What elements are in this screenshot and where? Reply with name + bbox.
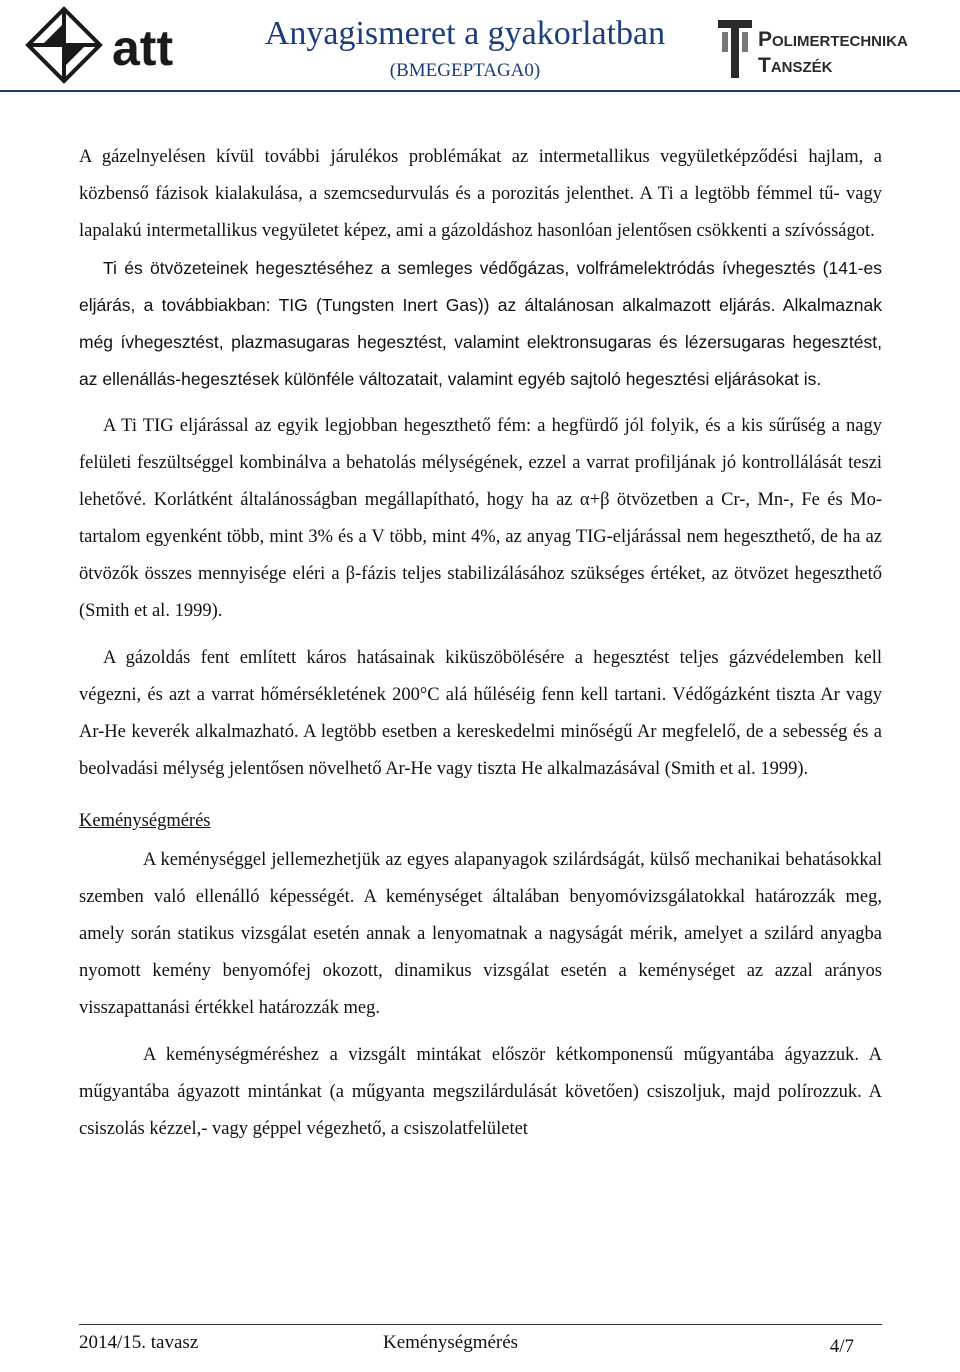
- paragraph-welding-methods: Ti és ötvözeteinek hegesztéséhez a semleges védőgázas, volfrámelektródás ívhegesztés (141-es eljárás, a továbbiakban: TIG (Tungsten Inert Gas)) az általánosan alkalmazott eljárás. Alkalmaznak még ívhegesztést, plazmasugaras hegesztést, valamint elektronsugaras és lézersugaras hegesztést, az ellenállás-hegesztések különféle változatait, valamint egyéb sajtoló hegesztési eljárásokat is.: [79, 258, 882, 389]
- page-number: 4/7: [829, 1336, 854, 1357]
- header-divider: [0, 90, 960, 92]
- course-code: (BMEGEPTAGA0): [389, 60, 541, 81]
- paragraph-tig-weldability: A Ti TIG eljárással az egyik legjobban hegeszthető fém: a hegfürdő jól folyik, és a kis sűrűség a nagy felületi feszültséggel kombinálva a behatolás mélységének, ezzel a varrat profiljának jó kontrollálását teszi lehetővé. Korlátként általánosságban megállapítható, hogy ha az α+β ötvözetben a Cr-, Mn-, Fe és Mo-tartalom egyenként több, mint 3% és a V több, mint 4%, az anyag TIG-eljárással nem hegeszthető, de ha az ötvözők összes mennyisége eléri a β-fázis teljes stabilizálásához szükséges értéket, az ötvözet hegeszthető (Smith et al. 1999).: [79, 416, 882, 621]
- paragraph-gas-absorption: A gázelnyelésen kívül további járulékos problémákat az intermetallikus vegyületképződési hajlam, a közbenső fázisok kialakulása, a szemcsedurvulás és a porozitás jelenthet. A Ti a legtöbb fémmel tű- vagy lapalakú intermetallikus vegyületet képez, ami a gázoldáshoz hasonlóan jelentősen csökkenti a szívósságot.: [79, 147, 882, 241]
- page-header: [0, 0, 960, 92]
- document-title: Anyagismeret a gyakorlatban: [264, 15, 666, 52]
- paragraph-hardness-definition: A keménységgel jellemezhetjük az egyes alapanyagok szilárdságát, külső mechanikai behatásokkal szemben való ellenálló képességét. A keménységet általában benyomóvizsgálatokkal határozzák meg, amely során statikus vizsgálat esetén annak a lenyomatnak a nagyságát mérik, amelyet a szilárd anyagba nyomott kemény benyomófej okozott, dinamikus vizsgálat esetén a keménységet az azzal arányos visszapattanási értékkel határozzák meg.: [79, 850, 882, 1018]
- document-body: [79, 139, 882, 1148]
- polimertechnika-logo: [718, 18, 948, 80]
- logo-line-tanszek: Tanszék: [758, 54, 833, 77]
- paragraph-sample-preparation: A keménységméréshez a vizsgált mintákat először kétkomponensű műgyantába ágyazzuk. A műgyantába ágyazott mintánkat (a műgyanta megszilárdulását követően) csiszoljuk, majd polírozzuk. A csiszolás kézzel,- vagy géppel végezhető, a csiszolatfelületet: [79, 1045, 882, 1139]
- att-logo-text: att: [112, 20, 174, 76]
- paragraph-shielding-gas: A gázoldás fent említett káros hatásainak kiküszöbölésére a hegesztést teljes gázvédelemben kell végezni, és azt a varrat hőmérsékletének 200°C alá hűléséig fenn kell tartani. Védőgázként tiszta Ar vagy Ar-He keverék alkalmazható. A legtöbb esetben a kereskedelmi minőségű Ar megfelelő, de a sebesség és a beolvadási mélység jelentősen növelhető Ar-He vagy tiszta He alkalmazásával (Smith et al. 1999).: [79, 648, 882, 779]
- page-footer: [79, 1330, 882, 1366]
- footer-semester: 2014/15. tavasz: [79, 1332, 199, 1353]
- header-title-block: [230, 14, 700, 82]
- att-logo: [20, 3, 220, 85]
- footer-divider: [79, 1324, 882, 1325]
- logo-line-polimertechnika: Polimertechnika: [758, 28, 908, 51]
- footer-topic: Keménységmérés: [383, 1332, 519, 1353]
- section-heading-hardness: Keménységmérés: [79, 811, 211, 831]
